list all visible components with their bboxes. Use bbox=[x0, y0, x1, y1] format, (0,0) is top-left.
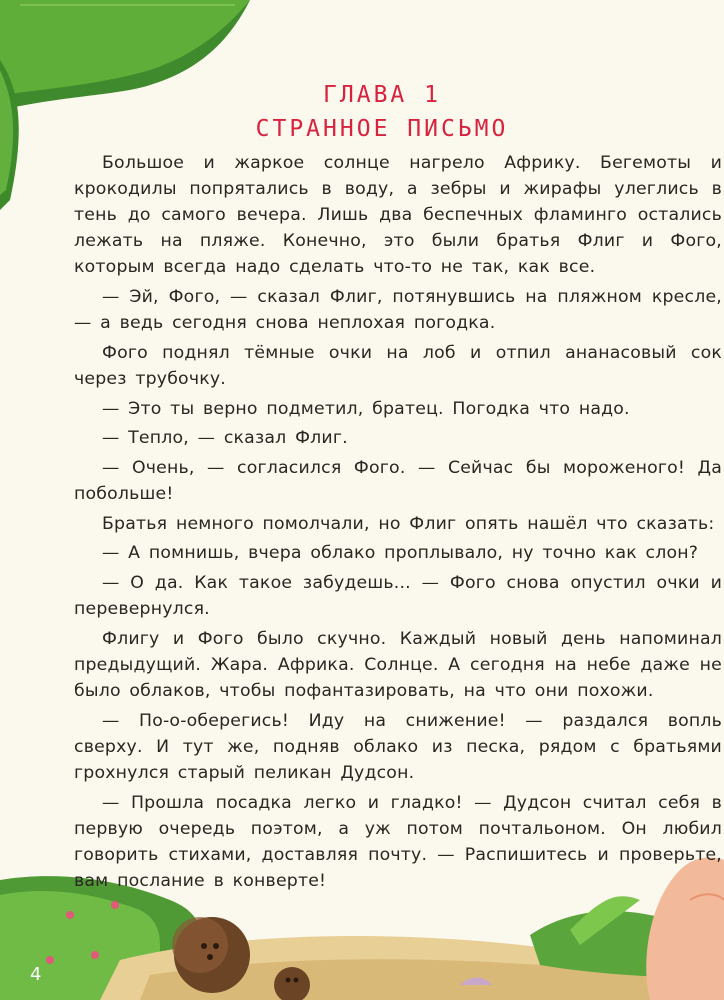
paragraph: Братья немного помолчали, но Флиг опять нашёл что сказать: bbox=[102, 513, 715, 534]
paragraph: — Это ты верно подметил, братец. Погодка что надо. bbox=[102, 398, 630, 419]
paragraph: — Тепло, — сказал Флиг. bbox=[102, 428, 348, 449]
page-number: 4 bbox=[30, 964, 42, 985]
paragraph: — Очень, — согласился Фого. — Сейчас бы мороженого! Да побольше! bbox=[74, 458, 722, 505]
paragraph: — По-о-оберегись! Иду на снижение! — раздался вопль сверху. И тут же, подняв облако из песка, рядом с братьями грохнулся старый пеликан Дудсон. bbox=[74, 710, 722, 783]
chapter-text bbox=[74, 150, 722, 898]
paragraph: Флигу и Фого было скучно. Каждый новый день напоминал предыдущий. Жара. Африка. Солнце. А сегодня на небе даже не было облаков, чтобы пофантазировать, на что они похожи. bbox=[74, 628, 722, 702]
chapter-number: ГЛАВА 1 bbox=[323, 82, 441, 108]
paragraph: Фого поднял тёмные очки на лоб и отпил ананасовый сок через трубочку. bbox=[74, 342, 722, 389]
paragraph: — Эй, Фого, — сказал Флиг, потянувшись на пляжном кресле, — а ведь сегодня снова неплохая погодка. bbox=[74, 287, 722, 334]
paragraph: — О да. Как такое забудешь... — Фого снова опустил очки и перевернулся. bbox=[74, 573, 722, 620]
paragraph: Большое и жаркое солнце нагрело Африку. Бегемоты и крокодилы попрятались в воду, а зебры и жирафы улеглись в тень до самого вечера. Лишь два беспечных фламинго остались лежать на пляже. Конечно, это были братья Флиг и Фого, которым всегда надо сделать что-то не так, как все. bbox=[74, 153, 722, 278]
paragraph: — Прошла посадка легко и гладко! — Дудсон считал себя в первую очередь поэтом, а уж потом почтальоном. Он любил говорить стихами, доставляя почту. — Распишитесь и проверьте, вам послание в конверте! bbox=[74, 792, 722, 891]
paragraph: — А помнишь, вчера облако проплывало, ну точно как слон? bbox=[102, 543, 699, 564]
chapter-heading bbox=[200, 78, 564, 146]
chapter-title: СТРАННОЕ ПИСЬМО bbox=[255, 116, 509, 142]
